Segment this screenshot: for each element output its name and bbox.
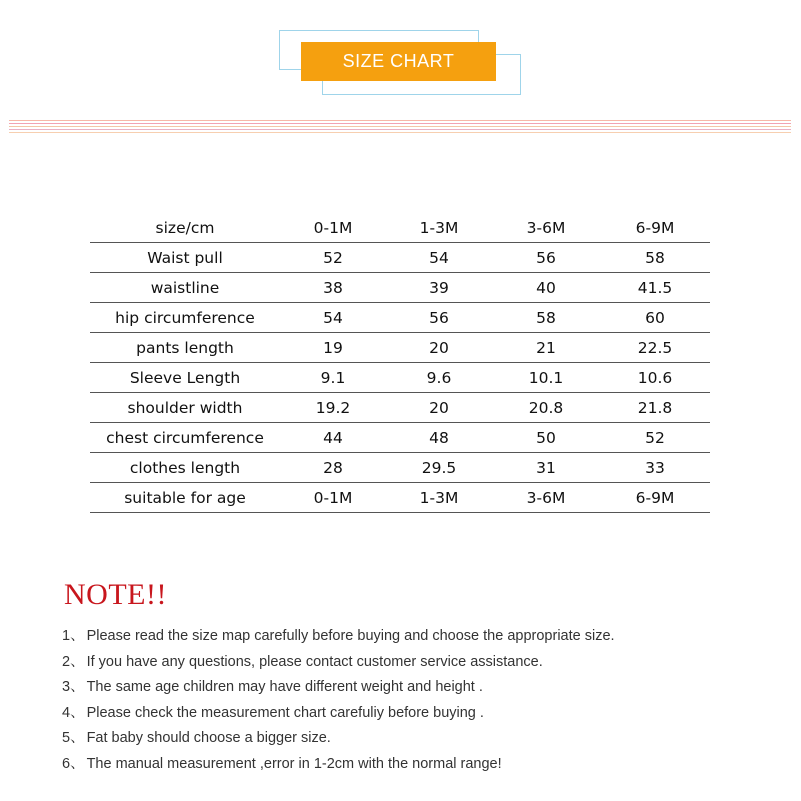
table-cell: 41.5 <box>600 273 710 303</box>
note-item-number: 4、 <box>62 704 85 721</box>
note-item-text: The same age children may have different weight and height . <box>86 679 483 695</box>
note-item <box>62 650 615 676</box>
size-chart-title-badge: SIZE CHART <box>301 42 496 81</box>
row-label-cell: hip circumference <box>90 303 280 333</box>
row-label-cell: shoulder width <box>90 393 280 423</box>
table-cell: 52 <box>280 243 386 273</box>
stripe-line <box>9 129 791 130</box>
note-item <box>62 675 615 701</box>
table-cell: 1-3M <box>386 483 492 513</box>
column-header: 6-9M <box>600 213 710 243</box>
note-item <box>62 701 615 727</box>
row-label-cell: waistline <box>90 273 280 303</box>
note-item <box>62 752 615 778</box>
stripe-line <box>9 123 791 124</box>
table-cell: 50 <box>492 423 600 453</box>
size-table <box>90 213 710 513</box>
row-label-cell: Waist pull <box>90 243 280 273</box>
table-row <box>90 363 710 393</box>
note-title: NOTE!! <box>64 578 167 611</box>
table-cell: 22.5 <box>600 333 710 363</box>
stripe-line <box>9 132 791 133</box>
table-cell: 20 <box>386 393 492 423</box>
table-cell: 56 <box>386 303 492 333</box>
table-cell: 52 <box>600 423 710 453</box>
column-header: size/cm <box>90 213 280 243</box>
table-cell: 28 <box>280 453 386 483</box>
table-cell: 38 <box>280 273 386 303</box>
column-header: 0-1M <box>280 213 386 243</box>
table-cell: 21 <box>492 333 600 363</box>
row-label-cell: chest circumference <box>90 423 280 453</box>
note-item-number: 3、 <box>62 679 85 695</box>
table-cell: 10.6 <box>600 363 710 393</box>
table-cell: 33 <box>600 453 710 483</box>
note-item-text: Please read the size map carefully before buying and choose the appropriate size. <box>86 628 615 644</box>
table-cell: 44 <box>280 423 386 453</box>
table-row <box>90 483 710 513</box>
table-row <box>90 303 710 333</box>
row-label-cell: Sleeve Length <box>90 363 280 393</box>
note-item-number: 1、 <box>62 628 85 644</box>
note-item-text: The manual measurement ,error in 1-2cm with the normal range! <box>86 755 502 772</box>
note-item-text: If you have any questions, please contact customer service assistance. <box>86 653 543 670</box>
stripe-line <box>9 120 791 121</box>
table-row <box>90 453 710 483</box>
table-cell: 9.1 <box>280 363 386 393</box>
column-header: 3-6M <box>492 213 600 243</box>
table-cell: 39 <box>386 273 492 303</box>
table-cell: 54 <box>386 243 492 273</box>
note-item-text: Please check the measurement chart carefuliy before buying . <box>86 704 484 721</box>
table-cell: 19.2 <box>280 393 386 423</box>
note-item-text: Fat baby should choose a bigger size. <box>86 730 331 746</box>
table-cell: 10.1 <box>492 363 600 393</box>
table-row <box>90 273 710 303</box>
table-row <box>90 333 710 363</box>
table-cell: 54 <box>280 303 386 333</box>
note-list <box>62 624 615 777</box>
column-header: 1-3M <box>386 213 492 243</box>
table-cell: 19 <box>280 333 386 363</box>
row-label-cell: pants length <box>90 333 280 363</box>
table-cell: 20 <box>386 333 492 363</box>
table-cell: 48 <box>386 423 492 453</box>
note-item-number: 5、 <box>62 730 85 746</box>
table-body <box>90 243 710 513</box>
table-cell: 20.8 <box>492 393 600 423</box>
table-cell: 56 <box>492 243 600 273</box>
note-item-number: 6、 <box>62 755 85 772</box>
table-cell: 58 <box>492 303 600 333</box>
note-item-number: 2、 <box>62 653 85 670</box>
table-cell: 31 <box>492 453 600 483</box>
table-cell: 58 <box>600 243 710 273</box>
table-row <box>90 423 710 453</box>
table-cell: 6-9M <box>600 483 710 513</box>
stripe-line <box>9 126 791 127</box>
table-cell: 3-6M <box>492 483 600 513</box>
table-row <box>90 243 710 273</box>
table-cell: 29.5 <box>386 453 492 483</box>
table-cell: 9.6 <box>386 363 492 393</box>
table-row <box>90 393 710 423</box>
note-item <box>62 624 615 650</box>
decorative-stripes <box>9 120 791 134</box>
table-header-row <box>90 213 710 243</box>
table-cell: 0-1M <box>280 483 386 513</box>
row-label-cell: suitable for age <box>90 483 280 513</box>
table-cell: 40 <box>492 273 600 303</box>
table-cell: 21.8 <box>600 393 710 423</box>
row-label-cell: clothes length <box>90 453 280 483</box>
table-cell: 60 <box>600 303 710 333</box>
note-item <box>62 726 615 752</box>
